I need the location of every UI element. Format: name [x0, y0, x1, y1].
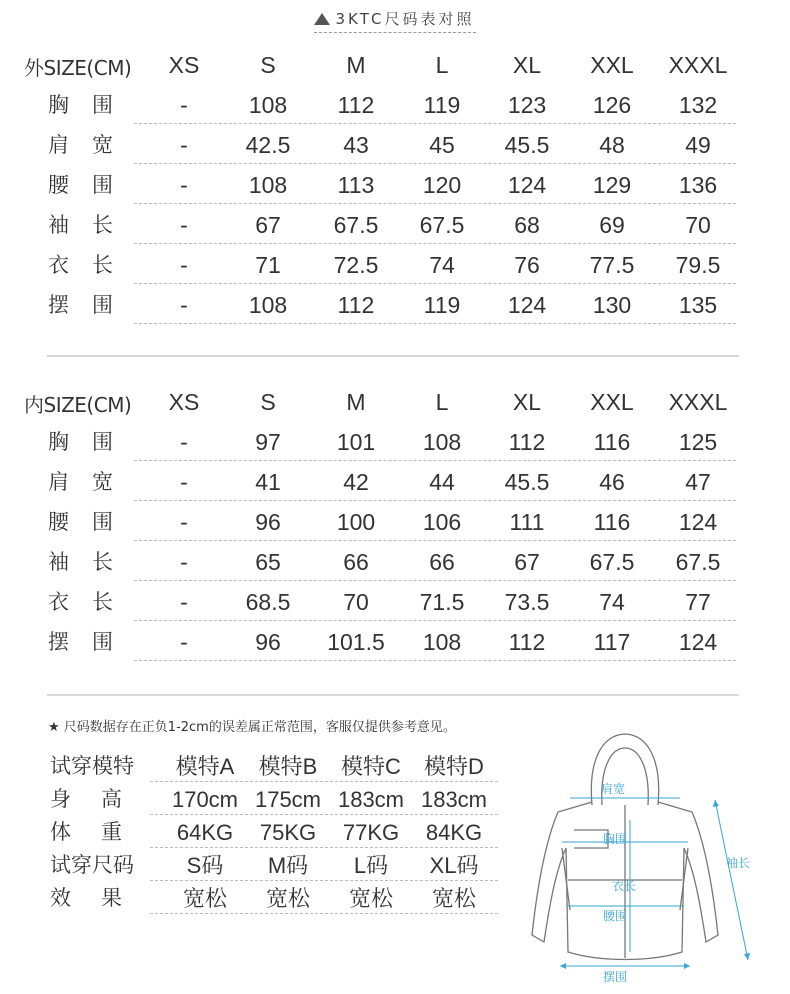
model-value: M码: [267, 853, 309, 878]
measurement-value: 101: [336, 429, 376, 455]
model-value: 模特A: [175, 754, 235, 779]
size-header-xl: XL: [512, 52, 542, 78]
model-value: 183cm: [420, 787, 488, 812]
outer-size-table: [22, 45, 738, 325]
measurement-value: 77: [685, 589, 711, 615]
model-row: [48, 783, 498, 816]
measurement-value: -: [180, 589, 188, 615]
size-header-s: S: [260, 389, 276, 415]
measurement-value: 44: [429, 469, 455, 495]
jacket-outline: [532, 734, 718, 960]
row-label: 衣长: [48, 590, 136, 614]
measurement-value: 125: [678, 429, 718, 455]
measurement-value: 77.5: [589, 252, 635, 278]
model-row: [48, 849, 498, 882]
measurement-value: 71.5: [419, 589, 465, 615]
model-value: 模特C: [341, 754, 401, 779]
measurement-row: [22, 165, 738, 205]
measurement-value: 48: [599, 132, 625, 158]
measurement-value: 119: [423, 292, 461, 318]
size-header-xxl: XXL: [590, 52, 634, 78]
size-note: [48, 716, 456, 735]
row-label: 袖长: [48, 550, 136, 574]
size-header-xxxl: XXXL: [668, 389, 728, 415]
measurement-value: 45.5: [504, 469, 550, 495]
model-row-label: 试穿尺码: [50, 853, 134, 877]
measurement-value: 67: [514, 549, 540, 575]
jacket-diagram: [510, 730, 780, 990]
measurement-value: 67.5: [333, 212, 379, 238]
row-label: 衣长: [48, 253, 136, 277]
measurement-value: 45.5: [504, 132, 550, 158]
measurement-value: 69: [599, 212, 625, 238]
measurement-value: 101.5: [327, 629, 385, 655]
measurement-value: 46: [599, 469, 625, 495]
measurement-value: 112: [337, 292, 375, 318]
measurement-value: -: [180, 629, 188, 655]
measurement-value: 96: [255, 629, 281, 655]
label-sleeve: 袖长: [726, 856, 751, 870]
model-value: 175cm: [254, 787, 322, 812]
measurement-row: [22, 502, 738, 542]
measurement-value: 112: [508, 429, 546, 455]
measurement-value: 43: [343, 132, 369, 158]
measurement-row: [22, 462, 738, 502]
measurement-value: 108: [248, 172, 288, 198]
row-label: 肩宽: [48, 470, 136, 494]
size-header-row: [22, 382, 738, 422]
label-shoulder: 肩宽: [601, 782, 626, 796]
measurement-value: 72.5: [333, 252, 379, 278]
measurement-value: 47: [685, 469, 711, 495]
model-value: 宽松: [348, 886, 393, 911]
measurement-value: 97: [255, 429, 281, 455]
measurement-value: 66: [429, 549, 455, 575]
measurement-value: 124: [678, 629, 718, 655]
measurement-value: -: [180, 429, 188, 455]
measurement-row: [22, 285, 738, 325]
measurement-row: [22, 422, 738, 462]
measurement-value: -: [180, 509, 188, 535]
size-header-xxxl: XXXL: [668, 52, 728, 78]
size-header-l: L: [435, 389, 449, 415]
measurement-value: 79.5: [675, 252, 721, 278]
measurement-value: 68: [514, 212, 540, 238]
model-value: 模特B: [258, 754, 318, 779]
row-label: 袖长: [48, 213, 136, 237]
model-value: 75KG: [259, 820, 317, 845]
model-value: XL码: [429, 853, 479, 878]
table-title: 外SIZE(CM): [24, 56, 132, 80]
measurement-value: -: [180, 212, 188, 238]
model-value: 模特D: [424, 754, 484, 779]
section-divider: [47, 694, 739, 696]
size-header-xxl: XXL: [590, 389, 634, 415]
model-fit-table: [48, 750, 498, 915]
mountain-icon: [314, 13, 330, 25]
model-value: 84KG: [425, 820, 483, 845]
size-header-xs: XS: [168, 52, 200, 78]
measurement-value: 123: [507, 92, 547, 118]
model-value: 64KG: [176, 820, 234, 845]
model-value: 170cm: [171, 787, 239, 812]
measurement-value: 73.5: [504, 589, 550, 615]
measurement-value: 112: [508, 629, 546, 655]
measurement-value: 132: [678, 92, 718, 118]
measurement-value: 112: [337, 92, 375, 118]
label-length: 衣长: [612, 879, 637, 893]
measurement-row: [22, 85, 738, 125]
measurement-value: 136: [678, 172, 718, 198]
measurement-value: 49: [685, 132, 711, 158]
measurement-value: 117: [593, 629, 631, 655]
model-row-label: 体重: [50, 820, 152, 844]
measurement-value: -: [180, 549, 188, 575]
size-header-xs: XS: [168, 389, 200, 415]
measurement-row: [22, 542, 738, 582]
chart-header: [0, 8, 790, 33]
size-header-l: L: [435, 52, 449, 78]
measurement-value: 126: [592, 92, 632, 118]
star-icon: ★: [48, 720, 60, 735]
measurement-value: 96: [255, 509, 281, 535]
measurement-value: 108: [422, 429, 462, 455]
measurement-value: 74: [429, 252, 455, 278]
row-label: 肩宽: [48, 133, 136, 157]
row-label: 胸围: [48, 430, 136, 454]
measurement-row: [22, 125, 738, 165]
measurement-value: 106: [422, 509, 462, 535]
measurement-value: 124: [678, 509, 718, 535]
measurement-value: -: [180, 132, 188, 158]
model-row: [48, 816, 498, 849]
row-label: 腰围: [48, 510, 136, 534]
measurement-value: 135: [678, 292, 718, 318]
measurement-value: 124: [507, 172, 547, 198]
measurement-row: [22, 622, 738, 662]
measurement-row: [22, 205, 738, 245]
measurement-value: 68.5: [245, 589, 291, 615]
section-divider: [47, 355, 739, 357]
row-label: 腰围: [48, 173, 136, 197]
row-label: 摆围: [48, 293, 136, 317]
measurement-value: 74: [599, 589, 625, 615]
size-header-m: M: [346, 52, 366, 78]
measurement-value: 116: [593, 429, 631, 455]
model-value: 宽松: [182, 886, 227, 911]
size-header-s: S: [260, 52, 276, 78]
label-hem: 摆围: [603, 970, 628, 984]
measure-lines: [560, 798, 751, 966]
size-header-row: [22, 45, 738, 85]
size-header-xl: XL: [512, 389, 542, 415]
measurement-value: -: [180, 92, 188, 118]
measurement-value: -: [180, 292, 188, 318]
size-header-m: M: [346, 389, 366, 415]
measurement-value: 66: [343, 549, 369, 575]
measurement-value: 116: [593, 509, 631, 535]
measurement-value: -: [180, 469, 188, 495]
measurement-value: 120: [422, 172, 462, 198]
measurement-value: 108: [422, 629, 462, 655]
measurement-value: 119: [423, 92, 461, 118]
model-row: [48, 750, 498, 783]
row-label: 胸围: [48, 93, 136, 117]
model-value: 77KG: [342, 820, 400, 845]
note-text: 尺码数据存在正负1-2cm的误差属正常范围，客服仅提供参考意见。: [63, 720, 456, 735]
table-title: 内SIZE(CM): [24, 393, 132, 417]
measurement-value: 65: [255, 549, 281, 575]
measurement-value: 67.5: [675, 549, 721, 575]
measurement-value: 42.5: [245, 132, 291, 158]
model-row: [48, 882, 498, 915]
model-row-label: 试穿模特: [50, 754, 134, 778]
inner-size-table: [22, 382, 738, 662]
measurement-value: 42: [343, 469, 369, 495]
measurement-value: 70: [343, 589, 369, 615]
model-value: 宽松: [431, 886, 476, 911]
measurement-value: 108: [248, 292, 288, 318]
row-label: 摆围: [48, 630, 136, 654]
measurement-value: 71: [255, 252, 281, 278]
model-value: 183cm: [337, 787, 405, 812]
measurement-value: 111: [509, 509, 545, 535]
label-waist: 腰围: [603, 909, 628, 923]
model-row-label: 身高: [50, 787, 152, 811]
measurement-value: 67: [255, 212, 281, 238]
measurement-row: [22, 582, 738, 622]
measurement-row: [22, 245, 738, 285]
measurement-value: 41: [255, 469, 281, 495]
measurement-value: -: [180, 252, 188, 278]
measurement-value: 70: [685, 212, 711, 238]
model-row-label: 效果: [50, 886, 152, 910]
measurement-value: 129: [592, 172, 632, 198]
measurement-value: -: [180, 172, 188, 198]
measure-arrows: [560, 800, 750, 969]
measurement-value: 100: [336, 509, 376, 535]
header-title: 3KTC尺码表对照: [335, 10, 475, 28]
measurement-value: 67.5: [589, 549, 635, 575]
header-title-wrap: [314, 8, 477, 33]
measurement-value: 45: [429, 132, 455, 158]
measurement-value: 124: [507, 292, 547, 318]
label-chest: 胸围: [603, 832, 628, 846]
model-value: S码: [186, 853, 224, 878]
measurement-value: 76: [514, 252, 540, 278]
measurement-value: 130: [592, 292, 632, 318]
measurement-value: 67.5: [419, 212, 465, 238]
measurement-value: 113: [337, 172, 375, 198]
model-value: L码: [353, 853, 389, 878]
measurement-value: 108: [248, 92, 288, 118]
model-value: 宽松: [265, 886, 310, 911]
